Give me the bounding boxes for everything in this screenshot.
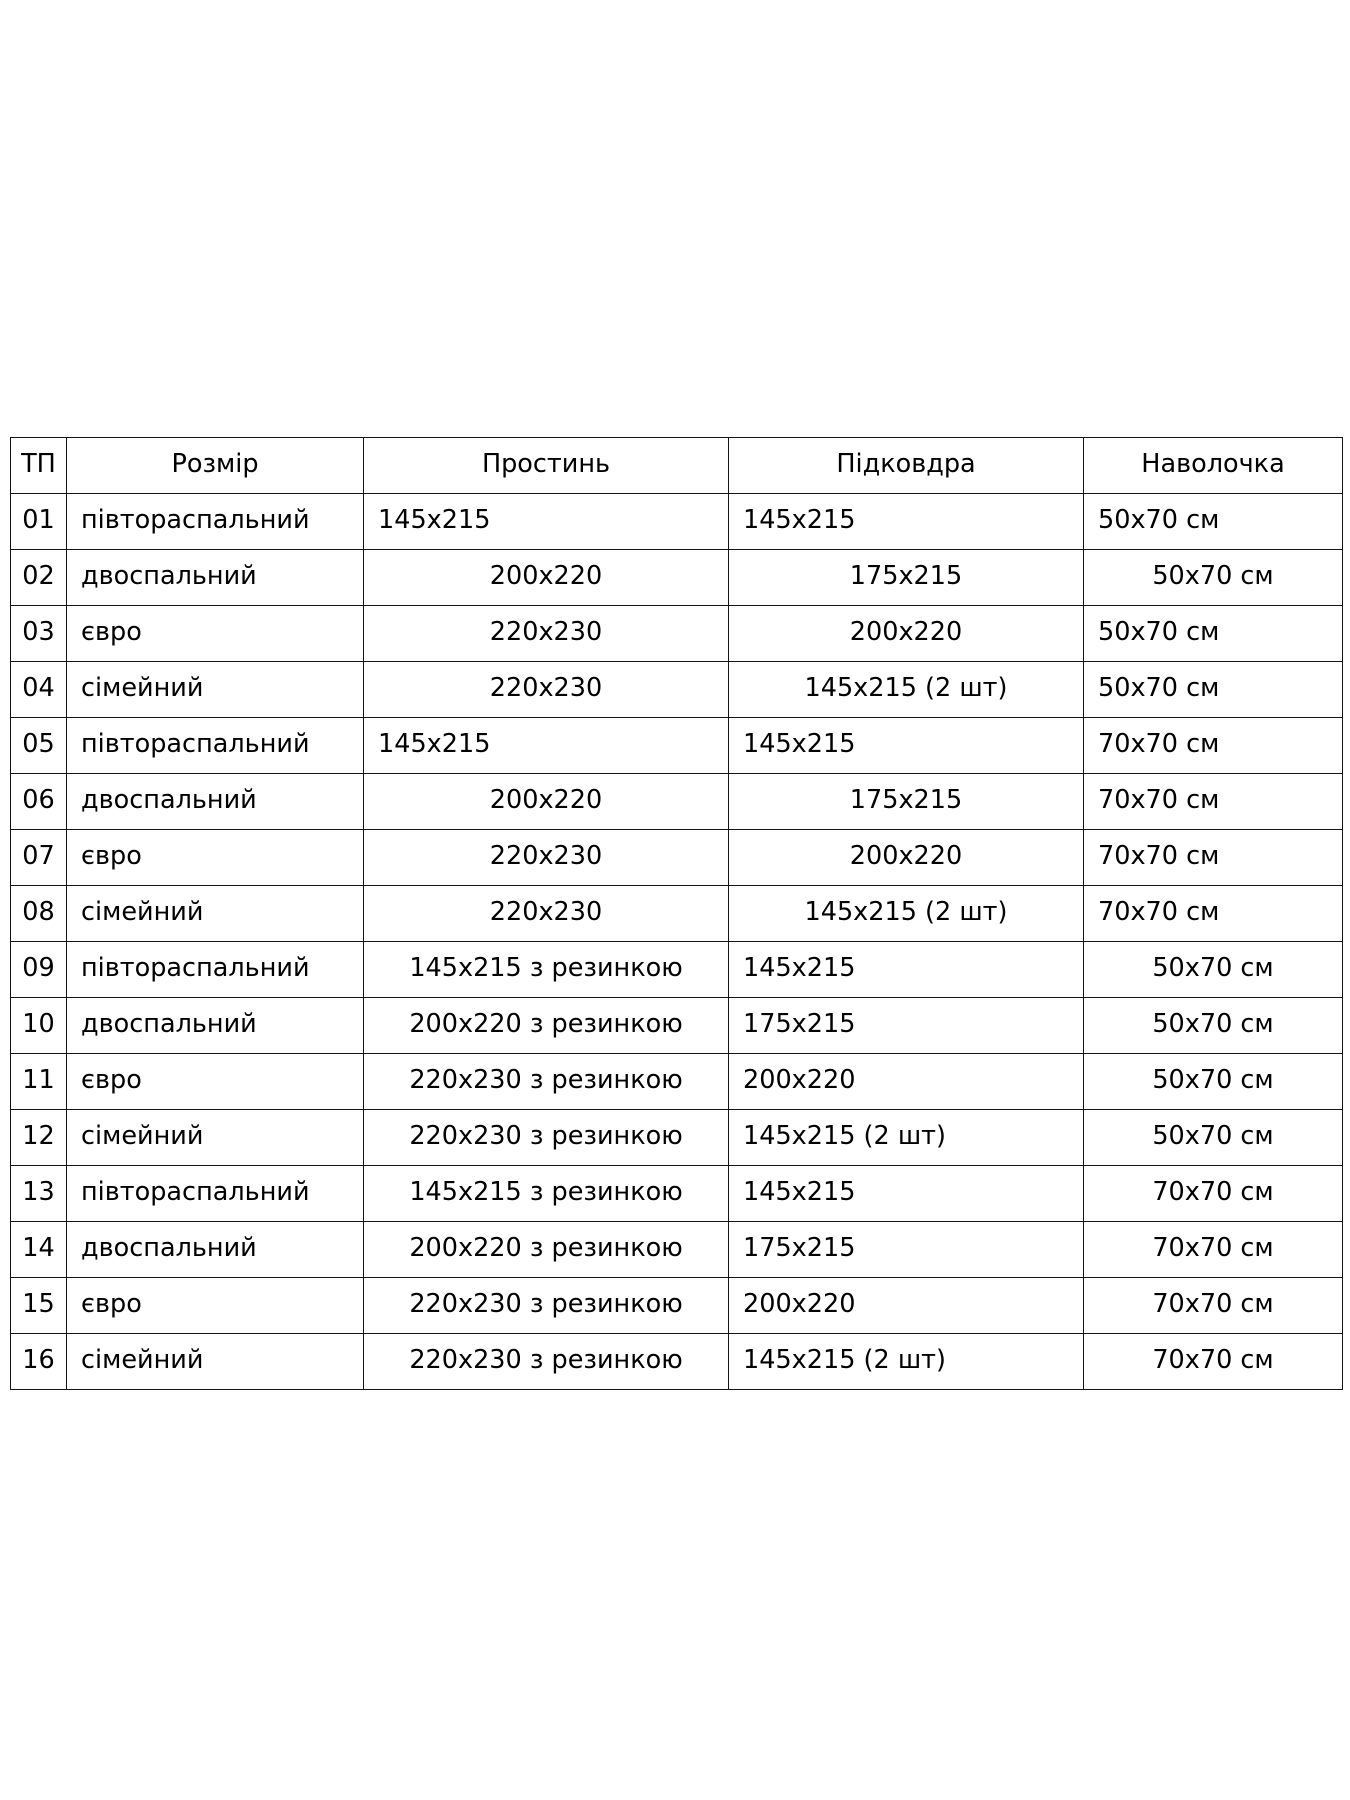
table-row: [11, 494, 1343, 550]
cell-tp: 03: [11, 606, 67, 662]
column-header-size: Розмір: [67, 438, 364, 494]
cell-duvet: 175х215: [729, 550, 1084, 606]
cell-duvet: 145х215 (2 шт): [729, 1110, 1084, 1166]
table-header: [11, 438, 1343, 494]
cell-sheet: 220х230 з резинкою: [364, 1278, 729, 1334]
cell-pillowcase: 70х70 см: [1084, 830, 1343, 886]
cell-tp: 13: [11, 1166, 67, 1222]
cell-sheet: 200х220: [364, 550, 729, 606]
table-row: [11, 942, 1343, 998]
table-row: [11, 718, 1343, 774]
cell-sheet: 200х220 з резинкою: [364, 1222, 729, 1278]
table-body: [11, 494, 1343, 1390]
cell-duvet: 145х215 (2 шт): [729, 886, 1084, 942]
cell-duvet: 200х220: [729, 606, 1084, 662]
cell-duvet: 200х220: [729, 830, 1084, 886]
column-header-tp: ТП: [11, 438, 67, 494]
bedding-size-table: [10, 437, 1343, 1390]
cell-tp: 14: [11, 1222, 67, 1278]
cell-sheet: 145х215 з резинкою: [364, 1166, 729, 1222]
cell-tp: 07: [11, 830, 67, 886]
cell-sheet: 200х220 з резинкою: [364, 998, 729, 1054]
cell-tp: 08: [11, 886, 67, 942]
cell-tp: 06: [11, 774, 67, 830]
table-row: [11, 550, 1343, 606]
cell-size: двоспальний: [67, 998, 364, 1054]
cell-sheet: 220х230: [364, 662, 729, 718]
cell-size: півтораспальний: [67, 494, 364, 550]
cell-duvet: 145х215 (2 шт): [729, 1334, 1084, 1390]
cell-size: євро: [67, 606, 364, 662]
cell-pillowcase: 50х70 см: [1084, 942, 1343, 998]
cell-pillowcase: 70х70 см: [1084, 1222, 1343, 1278]
cell-sheet: 220х230: [364, 606, 729, 662]
table-row: [11, 886, 1343, 942]
table-row: [11, 774, 1343, 830]
cell-sheet: 220х230: [364, 886, 729, 942]
table-row: [11, 606, 1343, 662]
cell-sheet: 220х230 з резинкою: [364, 1110, 729, 1166]
column-header-duvet: Підковдра: [729, 438, 1084, 494]
cell-tp: 15: [11, 1278, 67, 1334]
cell-pillowcase: 70х70 см: [1084, 718, 1343, 774]
cell-sheet: 145х215: [364, 494, 729, 550]
size-table-container: [10, 437, 1342, 1390]
cell-duvet: 175х215: [729, 1222, 1084, 1278]
cell-pillowcase: 50х70 см: [1084, 494, 1343, 550]
cell-pillowcase: 70х70 см: [1084, 1166, 1343, 1222]
cell-pillowcase: 50х70 см: [1084, 998, 1343, 1054]
cell-pillowcase: 70х70 см: [1084, 774, 1343, 830]
table-row: [11, 1110, 1343, 1166]
cell-tp: 02: [11, 550, 67, 606]
cell-pillowcase: 70х70 см: [1084, 1334, 1343, 1390]
cell-size: сімейний: [67, 1110, 364, 1166]
cell-duvet: 145х215: [729, 718, 1084, 774]
cell-sheet: 200х220: [364, 774, 729, 830]
cell-duvet: 145х215: [729, 1166, 1084, 1222]
cell-size: двоспальний: [67, 1222, 364, 1278]
cell-duvet: 145х215: [729, 494, 1084, 550]
cell-sheet: 220х230 з резинкою: [364, 1054, 729, 1110]
cell-size: сімейний: [67, 886, 364, 942]
cell-tp: 11: [11, 1054, 67, 1110]
cell-tp: 12: [11, 1110, 67, 1166]
cell-tp: 05: [11, 718, 67, 774]
table-row: [11, 662, 1343, 718]
table-row: [11, 1054, 1343, 1110]
cell-duvet: 145х215 (2 шт): [729, 662, 1084, 718]
column-header-pillowcase: Наволочка: [1084, 438, 1343, 494]
table-row: [11, 1222, 1343, 1278]
cell-tp: 16: [11, 1334, 67, 1390]
cell-pillowcase: 70х70 см: [1084, 886, 1343, 942]
cell-duvet: 175х215: [729, 774, 1084, 830]
cell-tp: 04: [11, 662, 67, 718]
cell-pillowcase: 50х70 см: [1084, 662, 1343, 718]
cell-duvet: 200х220: [729, 1278, 1084, 1334]
cell-tp: 01: [11, 494, 67, 550]
column-header-sheet: Простинь: [364, 438, 729, 494]
cell-duvet: 145х215: [729, 942, 1084, 998]
cell-tp: 10: [11, 998, 67, 1054]
cell-sheet: 145х215: [364, 718, 729, 774]
cell-size: двоспальний: [67, 550, 364, 606]
cell-size: євро: [67, 1054, 364, 1110]
cell-pillowcase: 70х70 см: [1084, 1278, 1343, 1334]
cell-size: півтораспальний: [67, 942, 364, 998]
table-row: [11, 830, 1343, 886]
cell-tp: 09: [11, 942, 67, 998]
cell-pillowcase: 50х70 см: [1084, 550, 1343, 606]
cell-size: сімейний: [67, 1334, 364, 1390]
cell-size: євро: [67, 830, 364, 886]
cell-duvet: 200х220: [729, 1054, 1084, 1110]
cell-size: сімейний: [67, 662, 364, 718]
cell-sheet: 220х230: [364, 830, 729, 886]
cell-sheet: 220х230 з резинкою: [364, 1334, 729, 1390]
cell-duvet: 175х215: [729, 998, 1084, 1054]
cell-sheet: 145х215 з резинкою: [364, 942, 729, 998]
cell-pillowcase: 50х70 см: [1084, 1110, 1343, 1166]
table-row: [11, 1334, 1343, 1390]
cell-size: євро: [67, 1278, 364, 1334]
cell-size: півтораспальний: [67, 1166, 364, 1222]
table-header-row: [11, 438, 1343, 494]
cell-size: півтораспальний: [67, 718, 364, 774]
table-row: [11, 1278, 1343, 1334]
cell-pillowcase: 50х70 см: [1084, 606, 1343, 662]
table-row: [11, 1166, 1343, 1222]
cell-pillowcase: 50х70 см: [1084, 1054, 1343, 1110]
cell-size: двоспальний: [67, 774, 364, 830]
table-row: [11, 998, 1343, 1054]
